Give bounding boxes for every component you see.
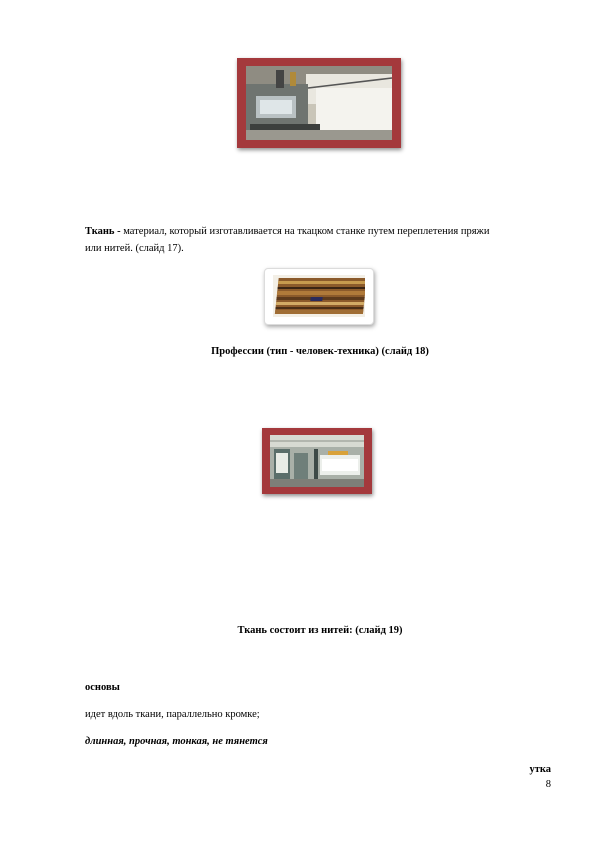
definition-term: Ткань - [85, 226, 121, 237]
definition-text-1: материал, который изготавливается на ткацком станке путем переплетения пряжи [120, 226, 490, 237]
warp-label: основы [85, 682, 120, 693]
definition-paragraph [85, 223, 555, 257]
definition-line-2: или нитей. (слайд 17). [85, 243, 184, 254]
weaving-loom-photo-icon [246, 66, 392, 140]
page-number: 8 [545, 779, 551, 790]
fabric-swatch-photo-icon [273, 275, 365, 317]
fabric-photo-frame [264, 268, 374, 325]
factory-photo-frame [262, 428, 372, 494]
weaving-factory-photo-icon [270, 435, 364, 487]
loom-photo-frame [237, 58, 401, 148]
professions-heading: Профессии (тип - человек-техника) (слайд 18) [211, 346, 429, 357]
warp-description: идет вдоль ткани, параллельно кромке; [85, 709, 260, 720]
warp-properties: длинная, прочная, тонкая, не тянется [85, 736, 268, 747]
definition-line-1 [85, 223, 555, 240]
threads-heading: Ткань состоит из нитей: (слайд 19) [237, 625, 403, 636]
weft-label: утка [529, 764, 551, 775]
